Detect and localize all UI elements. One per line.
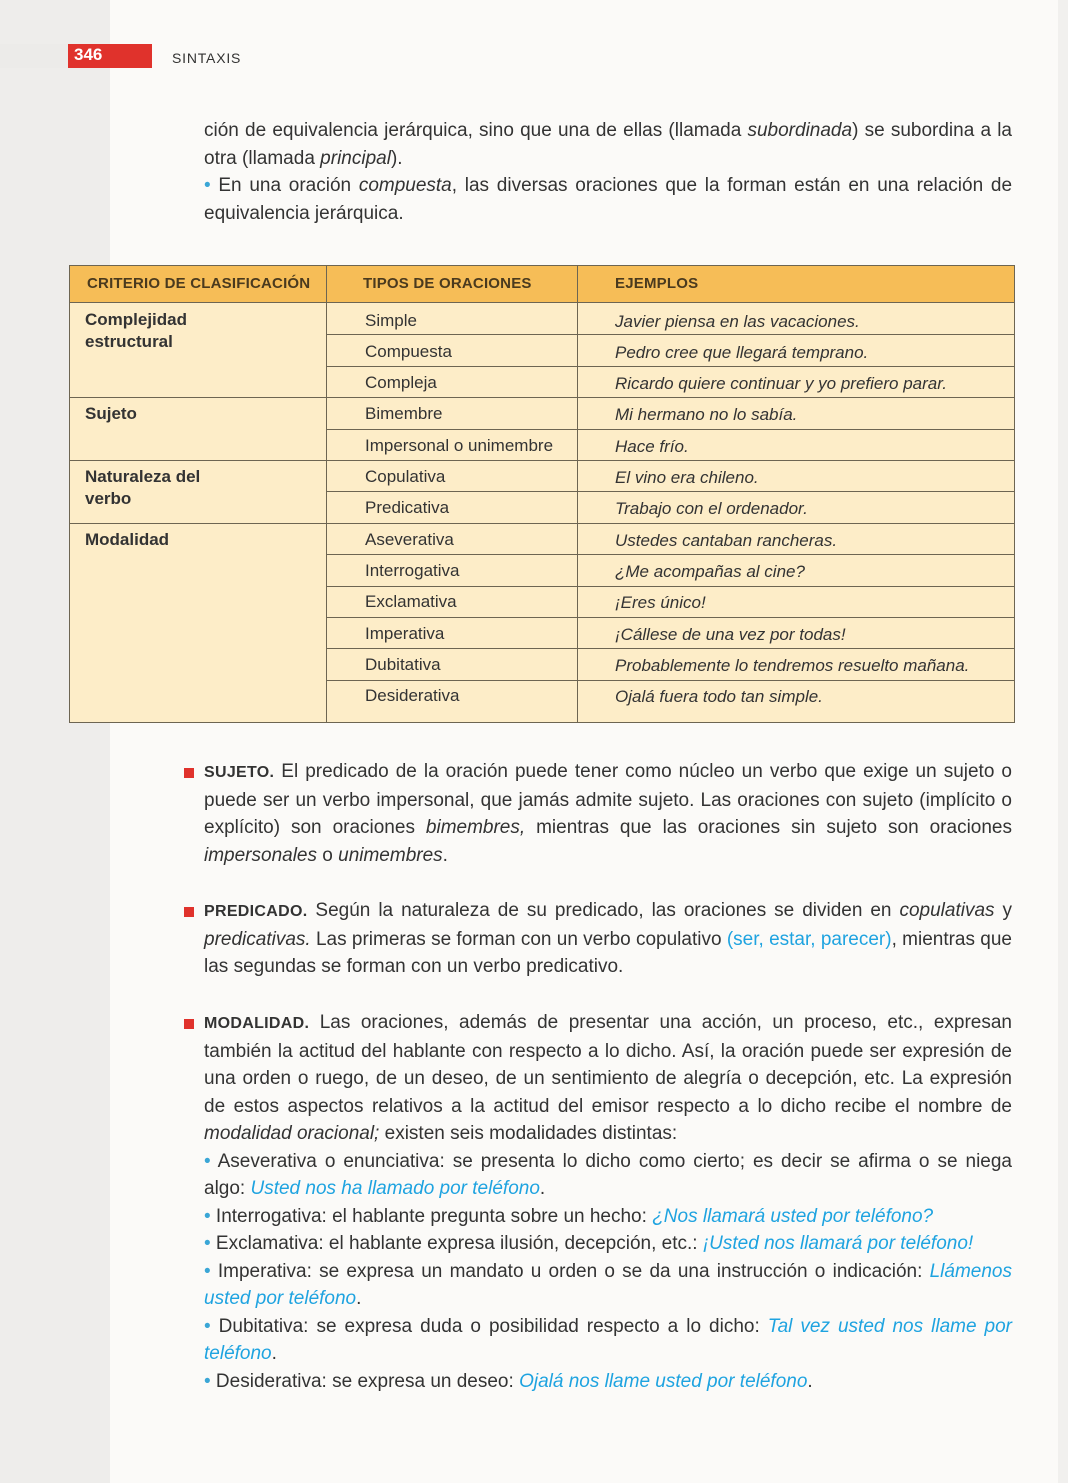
page-margin [0,0,110,1483]
red-square-marker [184,1019,194,1029]
ejemplo-cell: Pedro cree que llegará temprano. [615,343,869,362]
bullet: • [204,1205,211,1227]
ejemplo-cell: Mi hermano no lo sabía. [615,405,798,424]
ejemplo-cell: ¿Me acompañas al cine? [615,562,805,581]
tipo-cell: Aseverativa [365,530,454,549]
example-dubitativa: Tal vez usted nos llame por teléfono [204,1315,1012,1364]
tipo-cell: Impersonal o unimembre [365,436,554,455]
row-divider [70,523,1014,524]
header-tipos: TIPOS DE ORACIONES [363,275,532,292]
section-title: SINTAXIS [172,50,242,66]
page-number: 346 [74,45,103,64]
example-desiderativa: Ojalá nos llame usted por teléfono [519,1370,808,1392]
bullet: • [204,1260,211,1282]
table-header [70,266,1014,303]
predicado-label: PREDICADO. [204,903,308,920]
tipo-cell: Predicativa [365,498,450,517]
tipo-cell: Copulativa [365,467,446,486]
bullet: • [204,1150,211,1172]
header-ejemplos: EJEMPLOS [615,275,699,292]
red-square-marker [184,907,194,917]
predicado-paragraph: PREDICADO. Según la naturaleza de su predicado, las oraciones se dividen en copulativas y predicativas. Las primeras se forman con un verbo copulativo (ser, estar, parecer), mientras que las segundas se forman con un verbo predicativo. [204,900,1012,977]
row-divider [326,429,1014,430]
ejemplo-cell: Trabajo con el ordenador. [615,499,808,518]
bullet: • [204,175,211,196]
sujeto-label: SUJETO. [204,764,275,781]
ejemplo-cell: Ojalá fuera todo tan simple. [615,687,823,706]
modalidad-paragraph: MODALIDAD. Las oraciones, además de presentar una acción, un proceso, etc., expresan también la actitud del hablante con respecto a lo dicho. Así, la oración puede ser expresión de una orden o ruego, de un deseo, de un sentimiento de alegría o decepción, etc. La expresión de estos aspectos relativos a la actitud del emisor respecto a lo dicho recibe el nombre de modalidad oracional; existen seis modalidades distintas: • Aseverativa o enunciativa: se presenta lo dicho como cierto; es decir se afirma o se niega algo: Usted nos ha llamado por teléfono. • Interrogativa: el hablante pregunta sobre un hecho: ¿Nos llamará usted por teléfono? • Exclamativa: el hablante expresa ilusión, decepción, etc.: ¡Usted nos llamará por teléfono! • Imperativa: se expresa un mandato u orden o se da una instrucción o indicación: Llámenos usted por teléfono. • Dubitativa: se expresa duda o posibilidad respecto a lo dicho: Tal vez usted nos llame por teléfono. • Desiderativa: se expresa un deseo: Ojalá nos llame usted por teléfono. [204,1012,1012,1392]
ejemplo-cell: ¡Cállese de una vez por todas! [615,625,846,644]
bullet: • [204,1315,211,1337]
row-divider [326,366,1014,367]
tipo-cell: Dubitativa [365,655,441,674]
criterio-complejidad: Complejidad estructural [85,310,188,351]
row-divider [70,460,1014,461]
tipo-cell: Compleja [365,373,437,392]
page-edge [1058,0,1068,1483]
example-imperativa: Llámenos usted por teléfono [204,1260,1012,1309]
row-divider [70,397,1014,398]
ejemplo-cell: Javier piensa en las vacaciones. [615,312,860,331]
row-divider [326,680,1014,681]
sujeto-paragraph: SUJETO. El predicado de la oración puede tener como núcleo un verbo que exige un sujeto o puede ser un verbo impersonal, que jamás admite sujeto. Las oraciones con sujeto (implícito o explícito) son oraciones bimembres, mientras que las oraciones sin sujeto son oraciones impersonales o unimembres. [204,761,1012,866]
tipo-cell: Exclamativa [365,592,457,611]
example-aseverativa: Usted nos ha llamado por teléfono [250,1178,540,1199]
criterio-naturaleza: Naturaleza del verbo [85,467,201,508]
example-interrogativa: ¿Nos llamará usted por teléfono? [652,1205,934,1227]
red-square-marker [184,768,194,778]
tipo-cell: Compuesta [365,342,452,361]
ejemplo-cell: Ustedes cantaban rancheras. [615,531,838,550]
criterio-modalidad: Modalidad [85,530,170,549]
ejemplo-cell: Hace frío. [615,437,689,456]
classification-table [69,265,1015,723]
ejemplo-cell: El vino era chileno. [615,468,759,487]
ejemplo-cell: Ricardo quiere continuar y yo prefiero parar. [615,374,947,393]
tipo-cell: Simple [365,311,417,330]
row-divider [326,617,1014,618]
modalidad-label: MODALIDAD. [204,1015,310,1032]
tipo-cell: Desiderativa [365,686,460,705]
row-divider [326,554,1014,555]
row-divider [326,586,1014,587]
header-criterio: CRITERIO DE CLASIFICACIÓN [87,275,311,292]
row-divider [326,334,1014,335]
criterio-sujeto: Sujeto [85,404,137,423]
intro-paragraph: ción de equivalencia jerárquica, sino que una de ellas (llamada subordinada) se subordina a la otra (llamada principal). • En una oración compuesta, las diversas oraciones que la forman están en una relación de equivalencia jerárquica. [204,120,1013,224]
row-divider [326,491,1014,492]
tipo-cell: Bimembre [365,404,443,423]
bullet: • [204,1370,211,1392]
tipo-cell: Interrogativa [365,561,460,580]
ejemplo-cell: Probablemente lo tendremos resuelto mañana. [615,656,970,675]
ejemplo-cell: ¡Eres único! [615,593,706,612]
row-divider [326,648,1014,649]
bullet: • [204,1233,211,1254]
example-exclamativa: ¡Usted nos llamará por teléfono! [702,1233,974,1254]
tipo-cell: Imperativa [365,624,445,643]
